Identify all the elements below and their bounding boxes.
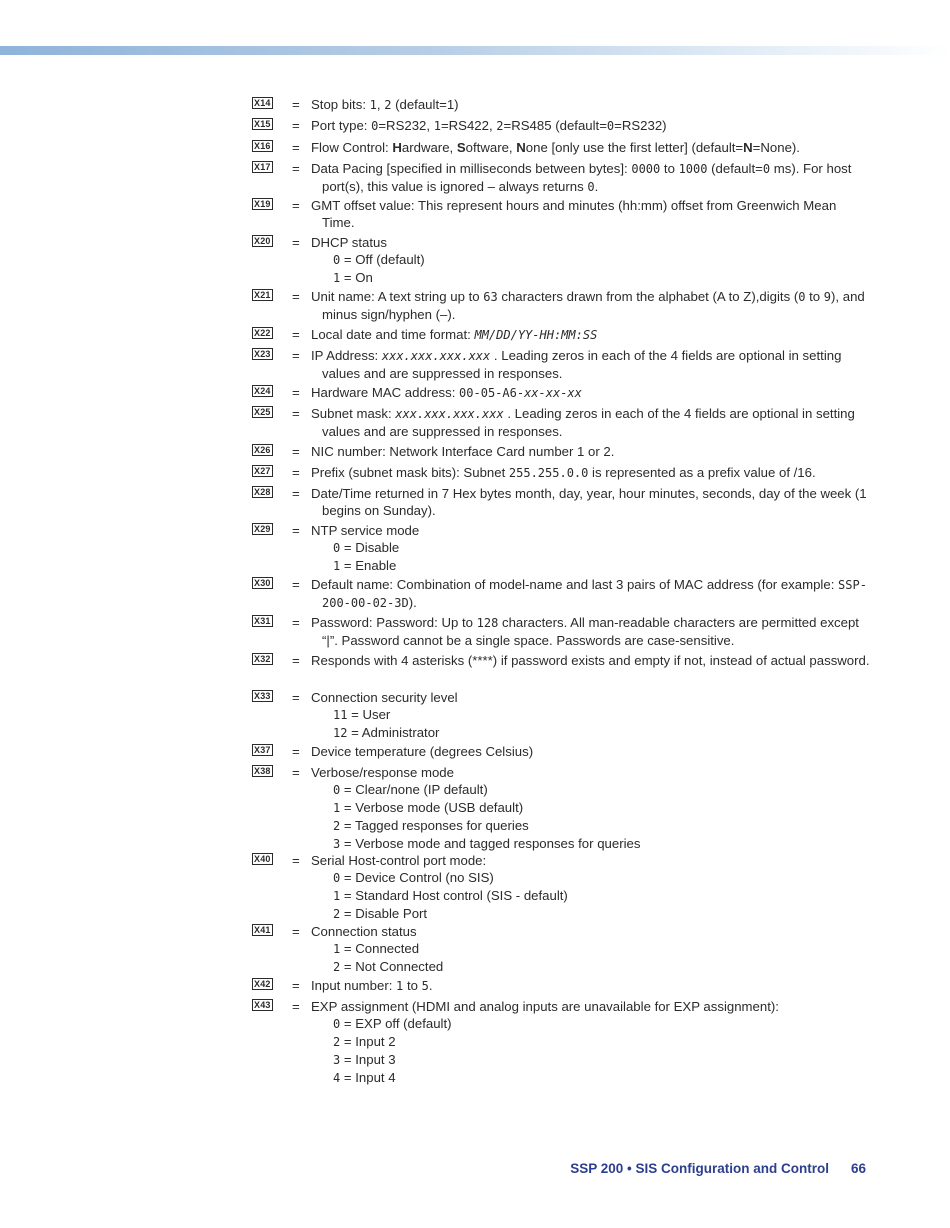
text: Prefix (subnet mask bits): Subnet (311, 465, 509, 480)
definition-heading: Connection security level (311, 690, 458, 705)
definition-x15 (252, 117, 872, 139)
code-value: 1 (333, 271, 341, 285)
definition-list (252, 96, 872, 1086)
definition-x38 (252, 764, 872, 852)
variable-tag: X27 (254, 466, 271, 476)
definition-text (311, 347, 872, 382)
definition-text (311, 576, 872, 612)
text: (default= (391, 97, 447, 112)
code-value: 1 (333, 942, 341, 956)
definition-x21 (252, 288, 872, 326)
variable-tag: X15 (254, 119, 271, 129)
text: (default= (707, 161, 763, 176)
text: . Leading zeros in each of the 4 fields are optional in setting values and are suppressed in responses. (322, 406, 855, 439)
text: Port type: (311, 118, 372, 133)
definition-text: GMT offset value: This represent hours and minutes (hh:mm) offset from Greenwich Mean Time. (311, 198, 837, 230)
text: is represented as a prefix value of /16. (588, 465, 816, 480)
text: to (805, 289, 824, 304)
code-value: 0 (762, 162, 771, 176)
variable-tag: X32 (254, 654, 271, 664)
equals-sign: = (292, 765, 300, 780)
code-value: 0 (333, 541, 341, 555)
definition-heading: NTP service mode (311, 523, 420, 538)
equals-sign: = (292, 198, 300, 213)
code-value: 0 (371, 119, 379, 133)
equals-sign: = (292, 653, 300, 668)
code-value: 0 (333, 783, 341, 797)
definition-x42 (252, 977, 872, 998)
text: Local date and time format: (311, 327, 475, 342)
variable-tag: X30 (254, 578, 271, 588)
text: = Verbose mode and tagged responses for queries (340, 836, 641, 851)
text: Subnet mask: (311, 406, 396, 421)
equals-sign: = (292, 853, 300, 868)
option-item (322, 817, 872, 835)
definition-x32 (252, 652, 872, 689)
code-value: 1 (333, 801, 341, 815)
code-value: 0 (606, 119, 615, 133)
variable-tag: X41 (254, 925, 271, 935)
code-value: 2 (333, 1035, 341, 1049)
code-value: SSP-200-00-02-3D (322, 578, 867, 610)
definition-x33 (252, 689, 872, 743)
text: = Input 4 (340, 1070, 396, 1085)
code-value: 4 (333, 1071, 341, 1085)
option-item (322, 835, 872, 853)
page-number: 66 (850, 1161, 866, 1176)
code-value: 0 (333, 253, 341, 267)
code-value: 12 (333, 726, 348, 740)
text: one [only use the first letter] (default= (525, 140, 744, 155)
definition-text (311, 977, 872, 995)
code-value: 5 (421, 979, 429, 993)
definition-x14 (252, 96, 872, 117)
equals-sign: = (292, 615, 300, 630)
definition-heading: Connection status (311, 924, 417, 939)
definition-x20 (252, 234, 872, 288)
text: = Administrator (347, 725, 440, 740)
code-value: 128 (476, 616, 499, 630)
text: =RS232) (614, 118, 667, 133)
equals-sign: = (292, 348, 300, 363)
text: = Input 3 (340, 1052, 396, 1067)
option-item (322, 1015, 872, 1033)
variable-tag: X38 (254, 766, 271, 776)
definition-text (311, 117, 872, 135)
option-item (322, 724, 872, 742)
equals-sign: = (292, 385, 300, 400)
option-item (322, 251, 872, 269)
variable-tag: X21 (254, 290, 271, 300)
code-value: 11 (333, 708, 348, 722)
definition-text (311, 614, 872, 649)
equals-sign: = (292, 924, 300, 939)
text: =RS232, (378, 118, 434, 133)
text: ms). For host port(s), this value is ignored – always returns (322, 161, 852, 194)
text: characters drawn from the alphabet (A to Z),digits ( (497, 289, 799, 304)
code-value: 3 (333, 1053, 341, 1067)
text: = Standard Host control (SIS - default) (340, 888, 568, 903)
text: characters. All man-readable characters are permitted except “|”. Password cannot be a single space. Passwords are case-sensitive. (322, 615, 859, 648)
option-item (322, 557, 872, 575)
definition-x31 (252, 614, 872, 652)
variable-tag: X40 (254, 854, 271, 864)
text: Password: Password: Up to (311, 615, 477, 630)
text: Flow Control: (311, 140, 393, 155)
header-gradient-bar (0, 46, 950, 55)
variable-tag: X33 (254, 691, 271, 701)
option-item (322, 905, 872, 923)
code-value: 00-05-A6- (459, 386, 525, 400)
page-footer (570, 1161, 866, 1176)
bold-letter: H (392, 140, 402, 155)
code-value: 2 (333, 907, 341, 921)
equals-sign: = (292, 523, 300, 538)
text: = Input 2 (340, 1034, 396, 1049)
equals-sign: = (292, 161, 300, 176)
definition-text (311, 326, 872, 344)
definition-x37 (252, 743, 872, 764)
variable-tag: X37 (254, 745, 271, 755)
option-item (322, 1033, 872, 1051)
text: . Leading zeros in each of the 4 fields are optional in setting values and are suppressed in responses. (322, 348, 842, 381)
variable-tag: X29 (254, 524, 271, 534)
option-item (322, 958, 872, 976)
option-item (322, 1069, 872, 1087)
code-value: 0 (587, 180, 595, 194)
text: = Verbose mode (USB default) (340, 800, 524, 815)
text: =RS422, (440, 118, 497, 133)
definition-text (311, 96, 872, 114)
option-item (322, 539, 872, 557)
text: Stop bits: (311, 97, 370, 112)
definition-heading: EXP assignment (HDMI and analog inputs are unavailable for EXP assignment): (311, 999, 779, 1014)
definition-x27 (252, 464, 872, 485)
code-value: xxx.xxx.xxx.xxx (395, 407, 504, 421)
variable-tag: X16 (254, 141, 271, 151)
text: . (594, 179, 599, 194)
equals-sign: = (292, 486, 300, 501)
text: oftware, (465, 140, 517, 155)
definition-x16 (252, 139, 872, 160)
variable-tag: X25 (254, 407, 271, 417)
definition-text: Date/Time returned in 7 Hex bytes month, day, year, hour minutes, seconds, day of the week (1 begins on Sunday). (311, 486, 867, 518)
equals-sign: = (292, 118, 300, 133)
code-value: 2 (333, 960, 341, 974)
definition-heading: Verbose/response mode (311, 765, 454, 780)
definition-heading: Serial Host-control port mode: (311, 853, 487, 868)
text: =None). (752, 140, 800, 155)
definition-text (311, 405, 872, 440)
text: =RS485 (default= (503, 118, 607, 133)
text: = Disable (340, 540, 400, 555)
code-value: 1000 (678, 162, 708, 176)
definition-x17 (252, 160, 872, 197)
definition-text: NIC number: Network Interface Card number 1 or 2. (311, 444, 615, 459)
definition-x19 (252, 197, 872, 234)
code-value: 9 (823, 290, 832, 304)
text: = Tagged responses for queries (340, 818, 529, 833)
variable-tag: X23 (254, 349, 271, 359)
equals-sign: = (292, 999, 300, 1014)
definition-x41 (252, 923, 872, 977)
code-value: 1 (396, 979, 404, 993)
code-value: 2 (333, 819, 341, 833)
variable-tag: X20 (254, 236, 271, 246)
text: = User (347, 707, 391, 722)
definition-text (311, 234, 872, 287)
code-value: 2 (384, 98, 392, 112)
code-value: 0 (798, 290, 806, 304)
equals-sign: = (292, 690, 300, 705)
definition-text (311, 464, 872, 482)
code-value: 63 (483, 290, 498, 304)
equals-sign: = (292, 744, 300, 759)
definition-text (311, 998, 872, 1087)
definition-text (311, 852, 872, 923)
option-item (322, 706, 872, 724)
definition-x24 (252, 384, 872, 405)
text: Hardware MAC address: (311, 385, 460, 400)
code-value: 1 (333, 559, 341, 573)
definition-text: Responds with 4 asterisks (****) if password exists and empty if not, instead of actual password. (311, 653, 870, 668)
option-item (322, 940, 872, 958)
variable-tag: X14 (254, 98, 271, 108)
text: to (403, 978, 422, 993)
text: Data Pacing [specified in milliseconds between bytes]: (311, 161, 632, 176)
definition-x25 (252, 405, 872, 443)
definition-text (311, 689, 872, 742)
variable-tag: X31 (254, 616, 271, 626)
equals-sign: = (292, 327, 300, 342)
definition-text (311, 522, 872, 575)
definition-text (311, 764, 872, 853)
text: Default name: Combination of model-name and last 3 pairs of MAC address (for example: (311, 577, 839, 592)
text: ). (408, 595, 417, 610)
text: Input number: (311, 978, 397, 993)
definition-x26 (252, 443, 872, 464)
definition-heading: DHCP status (311, 235, 387, 250)
text: = Device Control (no SIS) (340, 870, 494, 885)
equals-sign: = (292, 140, 300, 155)
option-item (322, 781, 872, 799)
option-item (322, 269, 872, 287)
definition-x43 (252, 998, 872, 1086)
text: ardware, (401, 140, 457, 155)
text: = Not Connected (340, 959, 444, 974)
code-value: 3 (333, 837, 341, 851)
definition-x29 (252, 522, 872, 576)
code-value: MM/DD/YY-HH:MM:SS (474, 328, 598, 342)
text: . (428, 978, 433, 993)
text: ) (454, 97, 459, 112)
definition-text (311, 160, 872, 196)
variable-tag: X19 (254, 199, 271, 209)
variable-tag: X17 (254, 162, 271, 172)
definition-text (311, 139, 872, 156)
option-item (322, 869, 872, 887)
code-value: 1 (369, 98, 377, 112)
variable-tag: X22 (254, 328, 271, 338)
code-value: 0 (333, 1017, 341, 1031)
text: = Connected (340, 941, 420, 956)
text: IP Address: (311, 348, 382, 363)
definition-x40 (252, 852, 872, 923)
footer-title: SSP 200 • SIS Configuration and Control (570, 1161, 829, 1176)
variable-tag: X26 (254, 445, 271, 455)
option-item (322, 1051, 872, 1069)
text: = EXP off (default) (340, 1016, 452, 1031)
definition-text (311, 384, 872, 402)
equals-sign: = (292, 289, 300, 304)
code-value: 0 (333, 871, 341, 885)
equals-sign: = (292, 97, 300, 112)
bold-letter: N (516, 140, 526, 155)
code-value: 1 (433, 119, 441, 133)
bold-letter: N (743, 140, 753, 155)
option-item (322, 887, 872, 905)
equals-sign: = (292, 978, 300, 993)
text: = On (340, 270, 373, 285)
code-value: xxx.xxx.xxx.xxx (381, 349, 491, 363)
text: = Enable (340, 558, 397, 573)
text: to (660, 161, 679, 176)
text: ), and minus sign/hyphen (–). (322, 289, 865, 322)
equals-sign: = (292, 577, 300, 592)
equals-sign: = (292, 465, 300, 480)
definition-x23 (252, 347, 872, 384)
text: Unit name: A text string up to (311, 289, 484, 304)
variable-tag: X24 (254, 386, 271, 396)
option-item (322, 799, 872, 817)
definition-x22 (252, 326, 872, 347)
variable-tag: X42 (254, 979, 271, 989)
code-value: 0000 (631, 162, 661, 176)
definition-text (311, 288, 872, 323)
text: = Off (default) (340, 252, 425, 267)
bold-letter: S (456, 140, 466, 155)
variable-tag: X28 (254, 487, 271, 497)
equals-sign: = (292, 444, 300, 459)
definition-x30 (252, 576, 872, 614)
code-value: 2 (496, 119, 504, 133)
text: , (376, 97, 385, 112)
code-value: 255.255.0.0 (508, 466, 589, 480)
text: = Disable Port (340, 906, 428, 921)
text: 1 (446, 97, 455, 112)
definition-text (311, 923, 872, 976)
definition-text: Device temperature (degrees Celsius) (311, 744, 534, 759)
text: = Clear/none (IP default) (340, 782, 488, 797)
variable-tag: X43 (254, 1000, 271, 1010)
equals-sign: = (292, 406, 300, 421)
equals-sign: = (292, 235, 300, 250)
code-value: 1 (333, 889, 341, 903)
code-value: xx-xx-xx (524, 386, 582, 400)
definition-x28 (252, 485, 872, 522)
